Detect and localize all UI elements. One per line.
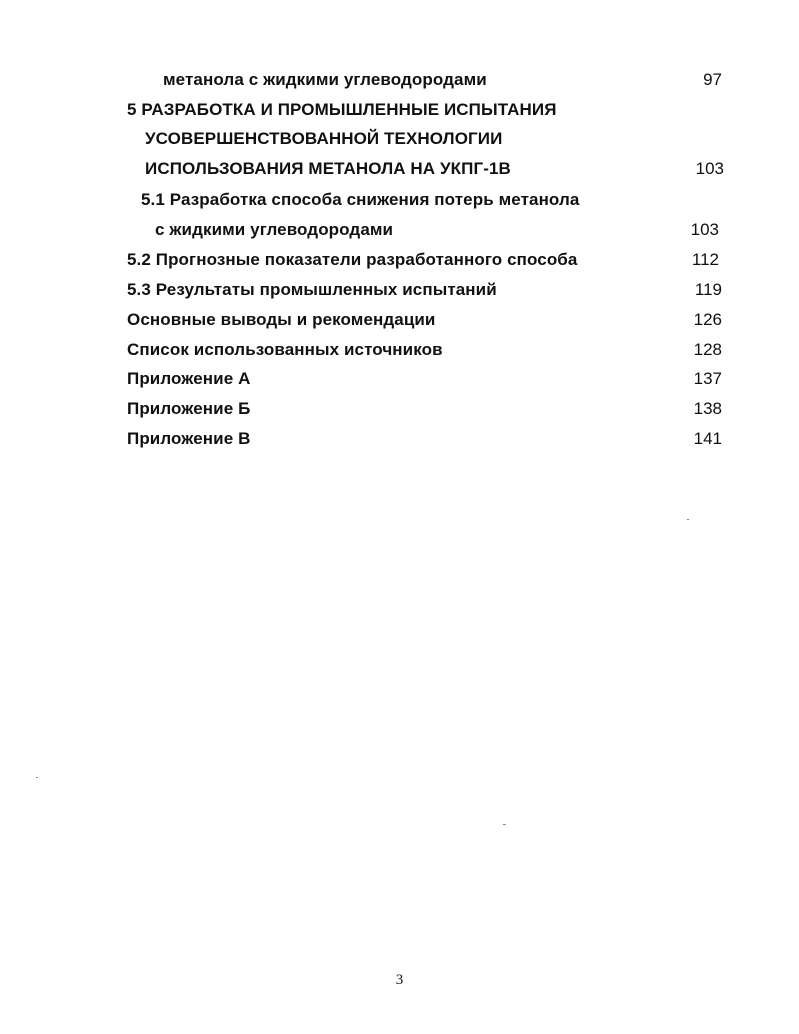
toc-entry-page: 112 — [691, 250, 719, 269]
toc-entry-text: с жидкими углеводородами — [155, 220, 394, 239]
toc-entry-page: 141 — [693, 429, 722, 448]
scan-speck — [503, 824, 506, 825]
page-number: 3 — [395, 972, 404, 988]
toc-entry-text: Список использованных источников — [127, 340, 443, 359]
toc-entry-text: Приложение Б — [127, 399, 251, 418]
toc-entry-text: 5.1 Разработка способа снижения потерь метанола — [141, 190, 580, 209]
toc-entry-text: метанола с жидкими углеводородами — [163, 70, 487, 89]
toc-entry-text: Основные выводы и рекомендации — [127, 310, 436, 329]
scan-speck — [687, 519, 689, 520]
scan-speck — [36, 777, 38, 778]
toc-entry-page: 137 — [693, 369, 722, 388]
toc-entry-text: Приложение В — [127, 429, 251, 448]
toc-entry-text: Приложение А — [127, 369, 251, 388]
toc-entry-page: 97 — [703, 70, 722, 89]
toc-entry-page: 126 — [693, 310, 722, 329]
toc-entry-page: 103 — [695, 159, 724, 178]
toc-entry-text: 5 РАЗРАБОТКА И ПРОМЫШЛЕННЫЕ ИСПЫТАНИЯ — [127, 100, 557, 119]
toc-entry-text: 5.3 Результаты промышленных испытаний — [127, 280, 497, 299]
toc-entry-page: 128 — [693, 340, 722, 359]
toc-entry-text: УСОВЕРШЕНСТВОВАННОЙ ТЕХНОЛОГИИ — [145, 129, 503, 148]
toc-entry-page: 119 — [694, 280, 722, 299]
toc-entry-page: 138 — [693, 399, 722, 418]
toc-entry-text: ИСПОЛЬЗОВАНИЯ МЕТАНОЛА НА УКПГ-1В — [145, 159, 511, 178]
toc-entry-text: 5.2 Прогнозные показатели разработанного способа — [127, 250, 578, 269]
toc-entry-page: 103 — [690, 220, 719, 239]
